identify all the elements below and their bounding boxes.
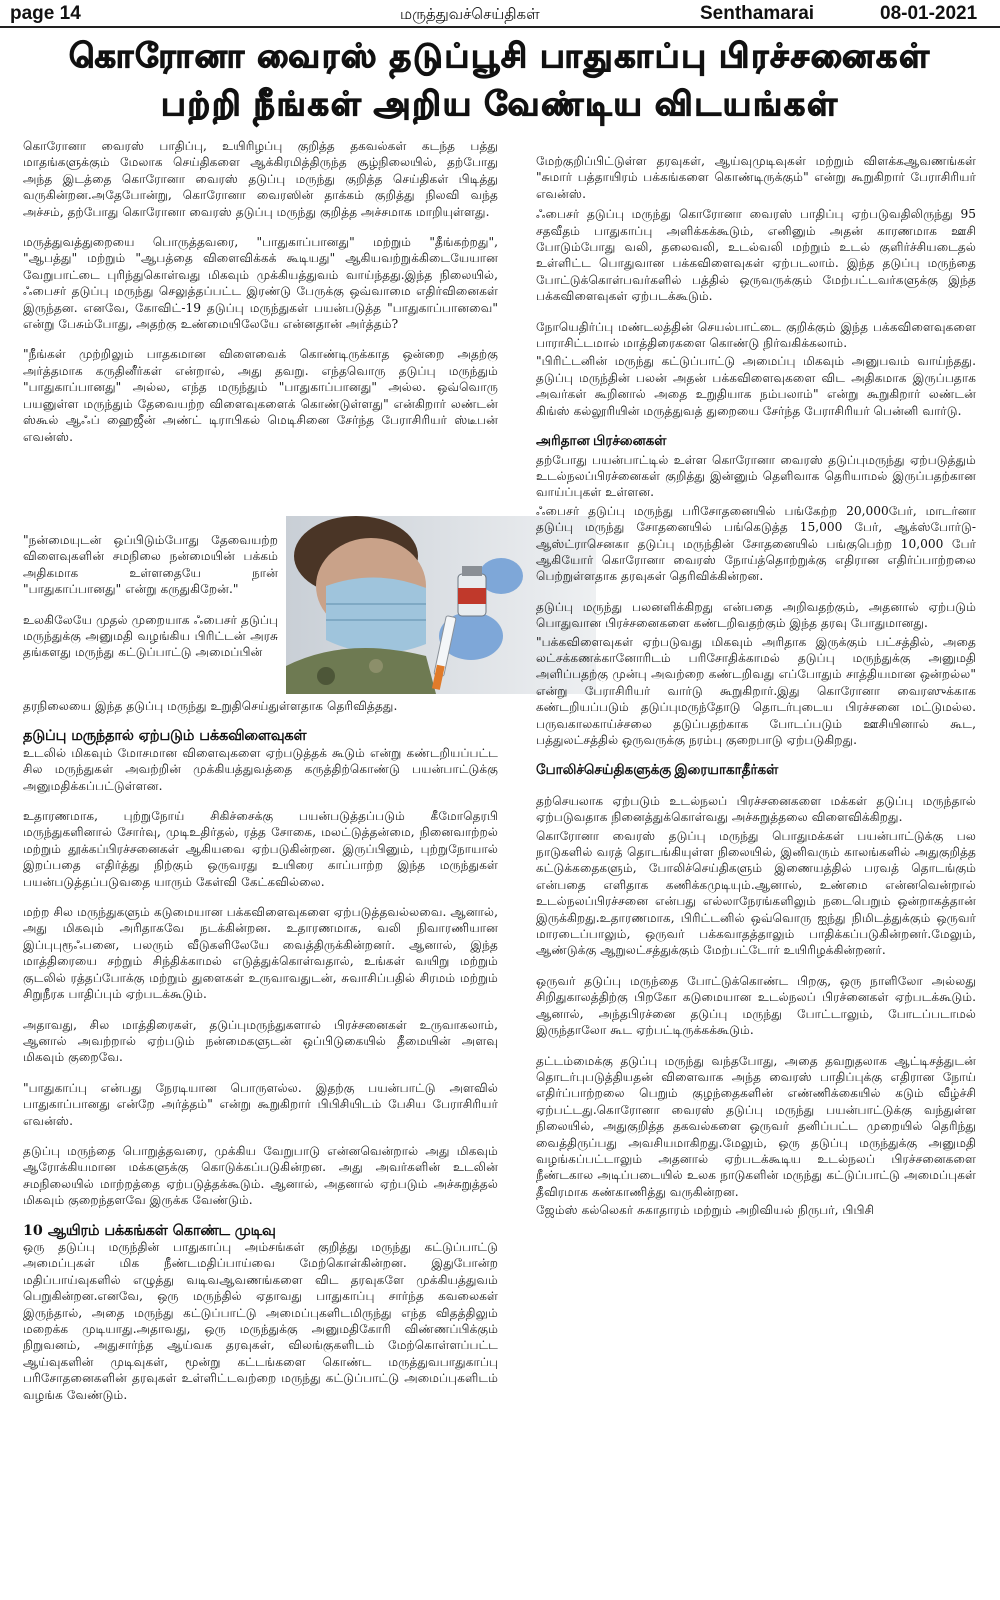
left-column-beside-photo xyxy=(23,532,278,661)
paragraph: உலகிலேயே முதல் முறையாக ஃபைசர் தடுப்பு மருந்துக்கு அனுமதி வழங்கிய பிரிட்டன் அரசு தங்களது மருந்து கட்டுப்பாட்டு அமைப்பின் xyxy=(23,612,278,660)
paragraph: மருத்துவத்துறையை பொருத்தவரை, "பாதுகாப்பானது" மற்றும் "தீங்கற்றது", "ஆபத்து" மற்றும் "ஆபத்தை விளைவிக்கக் கூடியது" ஆகியவற்றுக்கிடையேயான வேறுபாட்டை புரிந்துகொள்வது மிகவும் முக்கியத்துவம் வாய்ந்தது.இந்த நிலையில், ஃபைசர் தடுப்பு மருந்து செலுத்தப்பட்ட இரண்டு பேருக்கு ஒவ்வாமை எதிர்வினைகள் இருந்தன. எனவே, கோவிட்-19 தடுப்பு மருந்துகள் பயன்படுத்த "பாதுகாப்பானவை" என்று பேசும்போது, அதற்கு உண்மையிலேயே என்னதான் அர்த்தம்? xyxy=(23,235,498,332)
quote-paragraph: "பிரிட்டனின் மருந்து கட்டுப்பாட்டு அமைப்பு மிகவும் அனுபவம் வாய்ந்தது. தடுப்பு மருந்தின் பலன் அதன் பக்கவிளைவுகளை விட அதிகமாக இருப்பதாக அவர்கள் கூறினால் அதை உறுதியாக நம்பலாம்" என்று கூறுகிறார் லண்டன் கிங்ஸ் கல்லூரியின் மருத்துவத் துறையை சேர்ந்த பேராசிரியர் பென்னி வார்டு. xyxy=(536,354,976,418)
paragraph: "நீங்கள் முற்றிலும் பாதகமான விளைவைக் கொண்டிருக்காத ஒன்றை அதற்கு அர்த்தமாக கருதினீர்கள் என்றால், அது தவறு. எந்தவொரு தடுப்பு மருந்தும் "பாதுகாப்பானது" அல்ல, எந்த மருந்தும் "பாதுகாப்பானது" அல்ல. ஒவ்வொரு பயனுள்ள மருந்தும் தேவையற்ற விளைவுகளைக் கொண்டுள்ளது" என்கிறார் லண்டன் ஸ்கூல் ஆஃப் ஹைஜீன் அண்ட் டிராபிகல் மெடிசினை சேர்ந்த பேராசிரியர் ஸ்டீபன் எவன்ஸ். xyxy=(23,347,498,444)
quote-paragraph: "பக்கவிளைவுகள் ஏற்படுவது மிகவும் அரிதாக இருக்கும் பட்சத்தில், அதை லட்சக்கணக்கானோரிடம் பரிசோதிக்காமல் தடுப்பு மருந்துக்கு அனுமதி அளிப்பதற்கு முன்பு அவற்றை கண்டறிவது எப்போதும் சாத்தியமான ஒன்றல்ல" என்று பேராசிரியர் வார்டு கூறுகிறார்.இது கொரோனா வைரஸுக்காக கண்டறியப்படும் தடுப்புமருந்தோடு தொடர்புடைய பிரச்சனை மட்டுமல்ல. பருவகாலகாய்ச்சலை தடுப்பதற்காக போடப்படும் ஊசியினால் கூட, பத்துலட்சத்தில் ஒருவருக்கு நரம்பு குறைபாடு ஏற்படுகிறது. xyxy=(536,634,976,747)
paragraph: உடலில் மிகவும் மோசமான விளைவுகளை ஏற்படுத்தக் கூடும் என்று கண்டறியப்பட்ட சில மருந்துகள் அவற்றின் முக்கியத்துவத்தை கருத்திற்கொண்டு பயன்பாட்டுக்கு அனுமதிக்கப்பட்டுள்ளன. xyxy=(23,745,498,793)
headline-line-2: பற்றி நீங்கள் அறிய வேண்டிய விடயங்கள் xyxy=(161,85,839,122)
paragraph: கொரோனா வைரஸ் தடுப்பு மருந்து பொதுமக்கள் பயன்பாட்டுக்கு பல நாடுகளில் வரத் தொடங்கியுள்ள நிலையில், இனிவரும் காலங்களில் அதுகுறித்த கட்டுக்கதைகளும், போலிச்செய்திகளும் இணையத்தில் பரவத் தொடங்கும் என்பதை எளிதாக கணிக்கமுடியும்.ஆனால், உண்மை என்னவென்றால் உடல்நலப்பிரச்சனை என்பது எல்லாநேரங்களிலும் நடைபெறும் ஒன்றாகத்தான் இருக்கிறது.உதாரணமாக, பிரிட்டனில் ஒவ்வொரு ஐந்து நிமிடத்துக்கும் ஒருவர் மாரடைப்பாலும், ஒருவர் பக்கவாதத்தாலும் பாதிக்கப்படுகின்றனர்.மேலும், ஆண்டுக்கு ஆறுலட்சத்துக்கும் மேற்பட்டோர் உயிரிழக்கின்றனர். xyxy=(536,828,976,958)
subheading-fake-news: போலிச்செய்திகளுக்கு இரையாகாதீர்கள் xyxy=(536,762,779,778)
publication-name: Senthamarai xyxy=(700,3,815,24)
quote-paragraph: "பாதுகாப்பு என்பது நேரடியான பொருளல்ல. இதற்கு பயன்பாட்டு அளவில் பாதுகாப்பானது என்றே அர்த்தம்" என்று கூறுகிறார் பிபிசியிடம் பேசிய பேராசிரியர் எவன்ஸ். xyxy=(23,1080,498,1128)
paragraph: அதாவது, சில மாத்திரைகள், தடுப்புமருந்துகளால் பிரச்சனைகள் உருவாகலாம், ஆனால் அவற்றால் ஏற்படும் நன்மைகளுடன் ஒப்பிடுகையில் தீமையின் அளவு மிகவும் குறைவே. xyxy=(23,1017,498,1065)
quote-paragraph: "நன்மையுடன் ஒப்பிடும்போது தேவையற்ற விளைவுகளின் சமநிலை நன்மையின் பக்கம் அதிகமாக உள்ளதையே நான் "பாதுகாப்பானது" என்று கருதுகிறேன்." xyxy=(23,533,278,597)
headline-line-1: கொரோனா வைரஸ் தடுப்பூசி பாதுகாப்பு பிரச்சனைகள் xyxy=(69,37,931,74)
left-column-top xyxy=(23,138,498,445)
page-number: page 14 xyxy=(10,3,81,24)
paragraph: மேற்குறிப்பிட்டுள்ள தரவுகள், ஆய்வுமுடிவுகள் மற்றும் விளக்கஆவணங்கள் "சுமார் பத்தாயிரம் பக்கங்களை கொண்டிருக்கும்" என்று கூறுகிறார் பேராசிரியர் எவன்ஸ். xyxy=(536,154,976,201)
paragraph: தடுப்பு மருந்தை பொறுத்தவரை, முக்கிய வேறுபாடு என்னவென்றால் அது மிகவும் ஆரோக்கியமான மக்களுக்கு கொடுக்கப்படுகின்றன. அது அவர்களின் உடலின் சமநிலையில் மாற்றத்தை ஏற்படுத்தக்கூடும். ஆனால், அதனால் ஏற்படும் அச்சுறுத்தல் மிகவும் குறைந்தளவே இருக்க வேண்டும். xyxy=(23,1143,498,1208)
paragraph: தடுப்பு மருந்து பலனளிக்கிறது என்பதை அறிவதற்கும், அதனால் ஏற்படும் பொதுவான பிரச்சனைகளை கண்டறிவதற்கும் இந்த தரவு போதுமானது. xyxy=(536,599,976,631)
subheading-ten-thousand-pages: 10 ஆயிரம் பக்கங்கள் கொண்ட முடிவு xyxy=(23,1222,276,1239)
right-column xyxy=(536,153,976,1233)
paragraph: தற்போது பயன்பாட்டில் உள்ள கொரோனா வைரஸ் தடுப்புமருந்து ஏற்படுத்தும் உடல்நலப்பிரச்னைகள் குறித்து இன்னும் தெளிவாக தெரியாமல் இருப்பதற்கான வாய்ப்புகள் உள்ளன. xyxy=(536,452,976,500)
paragraph: ஒரு தடுப்பு மருந்தின் பாதுகாப்பு அம்சங்கள் குறித்து மருந்து கட்டுப்பாட்டு அமைப்புகள் மிக நீண்டமதிப்பாய்வை மேற்கொள்கின்றன. இதுபோன்ற மதிப்பாய்வுகளில் எழுத்து வடிவஆவணங்களை விட தரவுகளே முக்கியத்துவம் பெறுகின்றன.எனவே, ஒரு மருந்தில் ஏதாவது பாதுகாப்பு சார்ந்த கவலைகள் இருந்தால், அதை மருந்து கட்டுப்பாட்டு அமைப்புகளிடமிருந்து எந்த விதத்திலும் மறைக்க முடியாது.அதாவது, ஒரு மருந்துக்கு அனுமதிகோரி விண்ணப்பிக்கும் நிறுவனம், அதுசார்ந்த ஆய்வக தரவுகள், விலங்குகளிடம் மேற்கொள்ளப்பட்ட ஆய்வுகளின் முடிவுகள், மூன்று கட்டங்களை கொண்ட மருத்துவபாதுகாப்பு பரிசோதனைகளின் தரவுகள் உள்ளிட்டவற்றை மருந்து கட்டுப்பாட்டு அமைப்புகளிடம் வழங்க வேண்டும். xyxy=(23,1239,498,1402)
paragraph: மற்ற சில மருந்துகளும் கடுமையான பக்கவிளைவுகளை ஏற்படுத்தவல்லவை. ஆனால், அது மிகவும் அரிதாகவே நடக்கின்றன. உதாரணமாக, வலி நிவாரணியான இப்புபுரூஃபனை, பலரும் வீடுகளிலேயே வைத்திருக்கின்றனர். ஆனால், இந்த மாத்திரையை சற்றும் சிந்திக்காமல் எடுத்துக்கொள்வதால், உங்கள் வயிறு மற்றும் குடலில் ரத்தப்போக்கு மற்றும் துளைகள் உருவாவதுடன், சுவாசிப்பதில் சிரமம் மற்றும் சிறுநீரக பாதிப்பும் ஏற்படக்கூடும். xyxy=(23,905,498,1002)
publication-date: 08-01-2021 xyxy=(880,3,978,24)
paragraph: நோயெதிர்ப்பு மண்டலத்தின் செயல்பாட்டை குறிக்கும் இந்த பக்கவிளைவுகளை பாராசிட்டமால் மாத்திரைகளை கொண்டு நிர்வகிக்கலாம். xyxy=(536,319,976,351)
paragraph: ஃபைசர் தடுப்பு மருந்து கொரோனா வைரஸ் பாதிப்பு ஏற்படுவதிலிருந்து 95 சதவீதம் பாதுகாப்பு அளிக்கக்கூடும், எனினும் அதன் காரணமாக ஊசி போடும்போது வலி, தலைவலி, உடல்வலி மற்றும் உடல் குளிர்ச்சியடைதல் உள்ளிட்ட பொதுவான பக்கவிளைவுகள் ஏற்படலாம். இந்த தடுப்பு மருந்தை போட்டுக்கொள்பவர்களில் பத்தில் ஒருவருக்கும் மேற்பட்டவர்களுக்கு இந்த பக்கவிளைவுகள் ஏற்படக்கூடும். xyxy=(536,207,976,304)
subheading-side-effects: தடுப்பு மருந்தால் ஏற்படும் பக்கவிளைவுகள் xyxy=(23,728,307,745)
left-column-bottom xyxy=(23,698,498,1403)
paragraph: தரநிலையை இந்த தடுப்பு மருந்து உறுதிசெய்துள்ளதாக தெரிவித்தது. xyxy=(23,699,398,713)
paragraph: கொரோனா வைரஸ் பாதிப்பு, உயிரிழப்பு குறித்த தகவல்கள் கடந்த பத்து மாதங்களுக்கும் மேலாக செய்திகளை ஆக்கிரமித்திருந்த சூழ்நிலையில், தற்போது அந்த இடத்தை கொரோனா வைரஸ் தடுப்பு மருந்து குறித்த செய்திகள் பிடித்து வருகின்றன.அதேபோன்று, கொரோனா வைரஸின் தாக்கம் குறித்து நிலவி வந்த அச்சம், தற்போது கொரோனா வைரஸ் தடுப்பு மருந்து குறித்த அச்சமாக மாறியுள்ளது. xyxy=(23,139,498,219)
author-credit: ஜேம்ஸ் கல்லெகர் சுகாதாரம் மற்றும் அறிவியல் நிருபர், பிபிசி xyxy=(536,1203,875,1218)
page-header xyxy=(0,0,1000,28)
paragraph: ஒருவர் தடுப்பு மருந்தை போட்டுக்கொண்ட பிறகு, ஒரு நாளிலோ அல்லது சிறிதுகாலத்திற்கு பிறகோ கடுமையான உடல்நலப் பிரச்னைகள் ஏற்படக்கூடும். ஆனால், அந்தபிரச்னை தடுப்பு மருந்து போட்டாலும், போடப்படாமல் இருந்தாலோ கூட ஏற்பட்டிருக்கக்கூடும். xyxy=(536,973,976,1038)
subheading-rare-problems: அரிதான பிரச்னைகள் xyxy=(536,433,667,449)
section-name: மருத்துவச்செய்திகள் xyxy=(400,6,540,23)
paragraph: உதாரணமாக, புற்றுநோய் சிகிச்சைக்கு பயன்படுத்தப்படும் கீமோதெரபி மருந்துகளினால் சோர்வு, முடிஉதிர்தல், ரத்த சோகை, மலட்டுத்தன்மை, நினைவாற்றல் மற்றும் தூக்கப்பிரச்சனைகள் ஆகியவை ஏற்படுகின்றன. இருப்பினும், புற்றுநோயால் இறப்பதை எதிர்த்து நிற்கும் ஒருவரது உயிரை காப்பாற்ற இந்த மருந்துகள் பயன்படுத்தப்படுவதை யாரும் கேள்வி கேட்கவில்லை. xyxy=(23,809,498,889)
paragraph: தற்செயலாக ஏற்படும் உடல்நலப் பிரச்சனைகளை மக்கள் தடுப்பு மருந்தால் ஏற்படுவதாக நினைத்துக்கொள்வது அச்சுறுத்தலை விளைவிக்கிறது. xyxy=(536,793,976,825)
paragraph: ஃபைசர் தடுப்பு மருந்து பரிசோதனையில் பங்கேற்ற 20,000பேர், மாடர்னா தடுப்பு மருந்து சோதனையில் பங்கெடுத்த 15,000 பேர், ஆக்ஸ்போர்டு-ஆஸ்ட்ராசெனகா தடுப்பு மருந்தின் சோதனையில் பங்குபெற்ற 10,000 பேர் ஆகியோர் கொரோனா வைரஸ் நோய்த்தொற்றுக்கு எதிரான எதிர்ப்பாற்றலை பெற்றுள்ளதாக தரவுகள் தெரிவிக்கின்றன. xyxy=(536,503,976,584)
paragraph: தட்டம்மைக்கு தடுப்பு மருந்து வந்தபோது, அதை தவறுதலாக ஆட்டிசத்துடன் தொடர்புபடுத்தியதன் விளைவாக அந்த வைரஸ் பாதிப்புக்கு எதிரான நோய் எதிர்ப்பாற்றலை பெறும் குழந்தைகளின் எண்ணிக்கையில் கடும் வீழ்ச்சி ஏற்பட்டது.கொரோனா வைரஸ் தடுப்பு மருந்து பயன்பாட்டுக்கு வந்துள்ள நிலையில், அதுகுறித்த தகவல்களை ஒருவர் தனிப்பட்ட முறையில் தெரிந்து வைத்திருப்பது அவசியமாகிறது.மேலும், ஒரு தடுப்பு மருந்துக்கு அனுமதி வழங்கப்பட்டாலும் அதனால் ஏற்படக்கூடிய உடல்நலப் பிரச்சனைகளை நீண்டகால அடிப்படையில் உலக நாடுகளின் மருந்து கட்டுப்பாட்டு அமைப்புகள் தீவிரமாக கண்காணித்து வருகின்றன. xyxy=(536,1053,976,1199)
